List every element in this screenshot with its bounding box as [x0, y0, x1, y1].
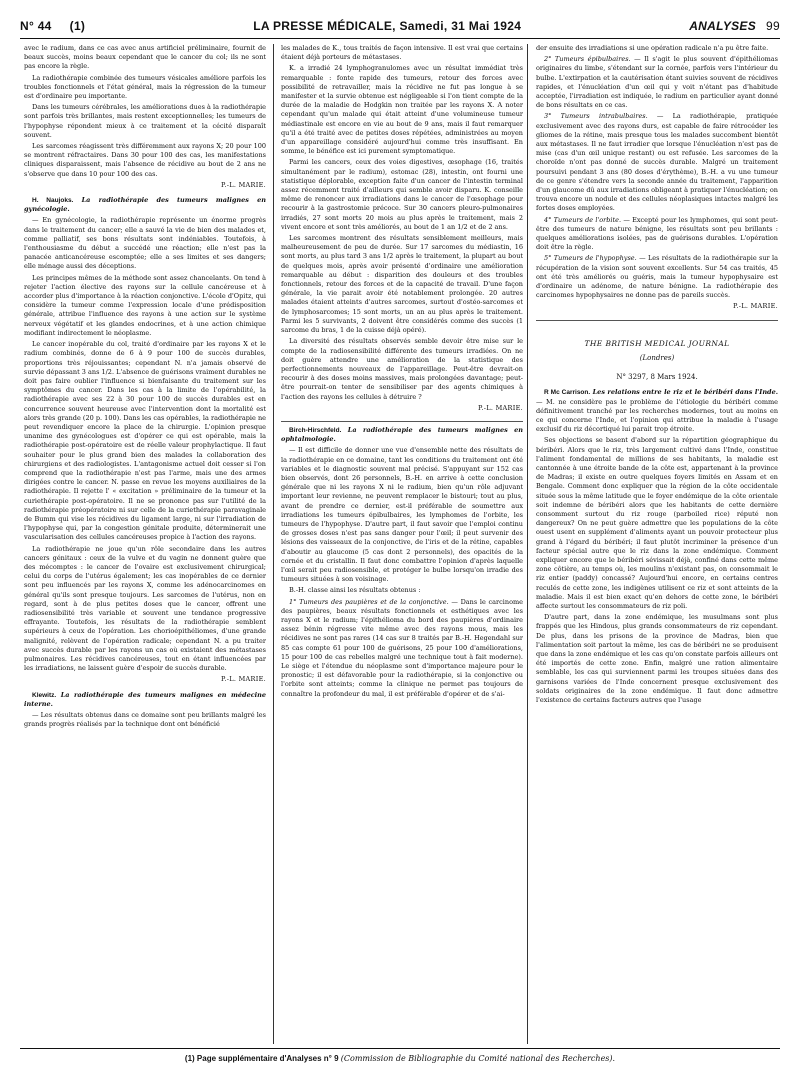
header-left — [20, 19, 85, 33]
page-header — [20, 14, 780, 38]
article-author: Klewitz. — [32, 691, 57, 699]
paragraph: der ensuite des irradiations si une opération radicale n'a pu être faite. — [536, 44, 769, 52]
journal-title: THE BRITISH MEDICAL JOURNAL — [584, 338, 730, 348]
page-number: 99 — [766, 19, 780, 33]
article-author: Birch-Hirschfeld. — [289, 426, 342, 434]
article-title: La radiothérapie des tumeurs malignes en ophtalmologie. — [281, 425, 523, 444]
article-title: Les relations entre le riz et le béribéri dans l'Inde. — [592, 388, 778, 397]
section-text: — Les résultats de la radiothérapie sur la récupération de la vision sont souvent excellents. Sur 54 cas traités, 45 ont été très améliorés ou guéris, mais la tumeur hypophysaire est d'ordinaire un adénome, de nature bénigne. La radiothérapie des carcinomes hypophysaires ne donne pas de pareils succès. — [536, 254, 778, 300]
journal-issue: N° 3297, 8 Mars 1924. — [616, 373, 698, 382]
paragraph — [536, 112, 778, 213]
journal-city: (Londres) — [639, 353, 675, 362]
article-title: La radiothérapie des tumeurs malignes en gynécologie. — [24, 196, 266, 214]
section-name: ANALYSES — [689, 19, 757, 33]
paragraph: Parmi les cancers, ceux des voies digestives, œsophage (16, traités simultanément par le radium), estomac (28), intestin, ont fourni une statistique déplorable, exception faite d'un cancer de l'intestin terminal assez récemment traité d'ailleurs qui semble avoir disparu. K. conseille même de renoncer aux irradiations dans le cancer de l'œsophage pour recourir à la gastrostomie précoce. Sur 30 cancers pleuro-pulmonaires irradiés, 27 sont morts 20 mois au plus après le traitement, mais 2 vivent encore et sont très améliorés, au bout de 1 an 1/2 et de 2 ans. — [281, 158, 523, 231]
article-heading — [281, 426, 523, 444]
paragraph: — Il est difficile de donner une vue d'ensemble nette des résultats de la radiothérapie en ce domaine, tant les conditions du traitement ont été variables et le diagnostic souvent mal précisé. S'appuyant sur 152 cas bien observés, dont 26 personnels, B.-H. en arrive à cette conclusion générale que ni les rayons X ni le radium, bien qu'un rôle adjuvant important leur revienne, ne peuvent remplacer le bistouri; tout au plus, avant de prendre ce dernier, est-il préférable de soumettre aux irradiations les tumeurs épibulbaires, les lymphomes de l'orbite, les tumeurs de l'hypophyse. D'autre part, il faut savoir que l'emploi continu de grosses doses n'est pas sans danger pour l'œil; il peut survenir des lésions des vaisseaux de la conjonctive, de l'iris et de la rétine, capables d'aboutir au glaucome (5 cas dont 2 personnels), des opacités de la cornée et du cristallin. Il faut donc combattre l'opinion d'après laquelle l'œil serait peu radiosensible, et protéger le bulbe lorsqu'on irradie des tumeurs situées à son voisinage. — [281, 446, 523, 584]
column-3 — [536, 44, 778, 1044]
header-rule — [20, 38, 780, 39]
paragraph — [536, 254, 778, 300]
section-text: — La radiothérapie, pratiquée exclusivement avec des rayons durs, est capable de faire rétrocéder les gliomes de la rétine, mais presque tous les malades succombent bientôt aux métastases. Il ne faut irradier que lorsque l'énucléation n'est pas de mise (cas d'un œil unique restant) ou est refusée. Les sarcomes de la choroïde n'ont pas donné de succès durable. Malgré un traitement poursuivi pendant 3 ans (80 doses d'érythème), B.-H. a vu une tumeur de ce genre s'étendre vers la seconde année du traitement, l'apparition d'un glaucome dû aux irradiations obligeant à pratiquer l'énucléation; on trouva encore un nodule et des cellules néoplasiques intactes malgré les fortes doses employées. — [536, 112, 778, 213]
section-text: — Dans le carcinome des paupières, beaux résultats fonctionnels et esthétiques avec les rayons X et le radium; l'épithélioma du bord des paupières d'ordinaire assez bénin régresse vite même avec des rayons mous, mais les récidives ne sont pas rares (14 cas sur 8 traités par B.-H. Hegendahl sur 85 cas compte 61 pour 100 de guérisons, 25 pour 100 d'améliorations, 15 pour 100 de cas rebelles malgré une technique tout à fait moderne). Le siège et l'étendue du néoplasme sont d'importance majeure pour le pronostic; il est défavorable pour la radiothérapie, si la conjonctive ou l'orbite sont atteints; comme la clinique ne permet pas toujours de connaître la profondeur du mal, il est préférable d'opérer et de s'ai- — [281, 597, 523, 698]
section-label: 2° Tumeurs épibulbaires. — [544, 55, 631, 64]
paragraph: La radiothérapie ne joue qu'un rôle secondaire dans les autres cancers génitaux : ceux de la vulve et du vagin ne donnent guère que des mécomptes : le cancer de l'ovaire est exclusivement chirurgical; celui du corps de l'utérus également; les cas inopérables de ce dernier sont peu influencés par les rayons X, comme les adénocarcinomes en général qu'ils sont presque toujours. Les sarcomes de l'utérus, non en regard, sont à de plus petites doses que le cancer, offrent une radiosensibilité très variable et souvent une tendance progressive effrayante. Toutefois, les résultats de la radiothérapie semblent supérieurs à ceux de l'opération. Les chorioépithéliomes, d'une grande malignité, relèvent de l'opération radicale; cependant N. a pu traiter avec succès durable par les rayons un cas où existaient des métastases pulmonaires. Les récidives cancéreuses, tout en étant influencées par les irradiations, ne laissent guère d'espoir de succès durable. — [24, 544, 266, 673]
paragraph: B.-H. classe ainsi les résultats obtenus : — [289, 586, 421, 595]
journal-line: LA PRESSE MÉDICALE, Samedi, 31 Mai 1924 — [253, 19, 522, 33]
article-separator — [536, 320, 778, 321]
article-title: La radiothérapie des tumeurs malignes en médecine interne. — [24, 690, 266, 708]
footer-commission: (Commission de Bibliographie du Comité national des Recherches). — [340, 1054, 616, 1063]
paragraph: Le cancer inopérable du col, traité d'ordinaire par les rayons X et le radium combinés, donne de 6 à 9 pour 100 de succès durables, proportions très réjouissantes; cependant N. n'a jamais observé de survie dépassant 3 ans 1/2. L'absence de guérisons vraiment durables ne doit pas faire oublier l'influence si bienfaisante du traitement sur les symptômes du cancer. Dans les cas à la limite de l'opérabilité, la radiothérapie avec ses 22 à 30 pour 100 de succès durables est en concurrence souvent heureuse avec l'intervention dont la mortalité est alors très grande (20 p. 100). Dans les cas opérables, la radiothérapie ne peut revendiquer encore la place de la chirurgie. L'opinion presque unanime des gynécologues est d'opérer ce qui est opérable, mais la radiothérapie post-opératoire est de réelle valeur prophylactique. Il faut souhaiter pour le plus grand bien des malades la collaboration des chirurgiens et des radiologistes. L'antagonisme actuel doit cesser si l'on comprend que la radiothérapie n'est pas l'arme, mais une des armes dirigées contre le cancer. N. passe en revue les moyens auxiliaires de la radiothérapie. Il rejette l' « excitation » préliminaire de la tumeur et la curiethérapie post-opératoire. Il ne se prononce pas sur l'utilité de la radiothérapie préopératoire ni sur celle de la curiethérapie paravaginale de Bumm qui vise les récidives du ligament large, ni sur l'irradiation de l'hypophyse qui, par la congestion génitale produite, déterminerait une vascularisation des cellules cancéreuses propice à l'action des rayons. — [24, 340, 266, 542]
article-heading — [24, 196, 266, 214]
page-footer — [0, 1054, 800, 1063]
section-label: 5° Tumeurs de l'hypophyse. — [544, 254, 637, 263]
paragraph: — Les résultats obtenus dans ce domaine sont peu brillants malgré les grands progrès réalisés par la technique dont ont bénéficié — [24, 711, 266, 729]
paragraph: Les sarcomes montrent des résultats sensiblement meilleurs, mais malheureusement de peu de durée. Sur 17 sarcomes du médiastin, 16 sont morts, au plus tard 3 ans 1/2 après le traitement, la plupart au bout de quelques mois, après avoir présenté d'ordinaire une amélioration remarquable au début : disparition des douleurs et des troubles fonctionnels, retour des forces et de la capacité de travail. D'une façon générale, la vie parait avoir été notablement prolongée. 20 autres malades étaient atteints d'autres sarcomes, surtout d'ostéo-sarcomes et de lymphosarcomes; 15 sont morts, un an au plus après le traitement. Parmi les 5 survivants, 2 doivent être considérés comme des succès (1 sarcome du bras, 1 de la cuisse déjà opéré). — [281, 234, 523, 335]
signature: P.-L. MARIE. — [221, 180, 266, 189]
footer-rule — [20, 1048, 780, 1049]
column-divider — [273, 44, 274, 1044]
issue-number: N° 44 — [20, 19, 52, 33]
paragraph: les malades de K., tous traités de façon intensive. Il est vrai que certains étaient déjà porteurs de métastases. — [281, 44, 523, 62]
paragraph: Les principes mêmes de la méthode sont assez chancelants. On tend à rejeter l'action élective des rayons sur la cellule cancéreuse et à accorder plus d'importance à la réaction conjonctive. L'école d'Opitz, qui considère la tumeur comme l'expression locale d'une prédisposition générale, attribue l'influence des rayons à une action sur le système nerveux végétatif et les glandes endocrines, et à une action chimique modifiant indirectement le néoplasme. — [24, 273, 266, 337]
signature: P.-L. MARIE. — [733, 302, 778, 311]
article-heading — [536, 388, 778, 434]
paragraph: Dans les tumeurs cérébrales, les améliorations dues à la radiothérapie sont parfois très brillantes, mais restent exceptionnelles; les tumeurs de l'hypophyse répondent mieux à ce traitement et la cécité disparaît souvent. — [24, 103, 266, 139]
article-heading — [24, 691, 266, 709]
signature: P.-L. MARIE. — [478, 403, 523, 412]
column-divider — [527, 44, 528, 1044]
section-label: 3° Tumeurs intrabulbaires. — [544, 112, 648, 121]
paragraph: avec le radium, dans ce cas avec anus artificiel préliminaire, fournit de beaux succès, moins beaux cependant que le cancer du col; ils ne sont pas encore la règle. — [24, 44, 266, 71]
section-label: 1° Tumeurs des paupières et de la conjonctive. — [289, 597, 449, 606]
paragraph: — M. ne considère pas le problème de l'étiologie du béribéri comme définitivement tranché par les recherches modernes, tout au moins en ce qui concerne l'Inde, et l'opinion qui attribue la maladie à l'usage exclusif du riz décortiqué lui parait trop étroite. — [536, 397, 778, 434]
paragraph — [536, 216, 778, 253]
paragraph — [536, 55, 778, 110]
section-text: — Excepté pour les lymphomes, qui sont peut-être des tumeurs de nature bénigne, les résultats sont peu brillants : quelques améliorations isolées, pas de guérisons durables. L'opération doit être la règle. — [536, 215, 778, 252]
article-author: H. Naujoks. — [32, 197, 74, 205]
footnote-ref: (1) — [69, 19, 86, 33]
footer-note: (1) Page supplémentaire d'Analyses n° 9 — [184, 1054, 339, 1063]
paragraph: D'autre part, dans la zone endémique, les musulmans sont plus frappés que les Hindous, plus grands consommateurs de riz cependant. De plus, dans les prisons de la province de Madras, bien que l'alimentation soit partout la même, les cas de béribéri ne se produisent que dans la zone endémique et les cas qu'on constate parfois ailleurs ont été importés de cette zone. Enfin, malgré une ration alimentaire semblable, les cas qui surviennent parmi les troupes situées dans des garnisons variées de l'Inde concernent presque exclusivement des soldats originaires de la zone endémique. Il faut donc admettre l'existence de certains facteurs autres que l'usage — [536, 613, 778, 704]
article-author: R Mc Carrison. — [544, 389, 591, 397]
signature: P.-L. MARIE. — [221, 675, 266, 684]
column-2 — [281, 44, 523, 1044]
paragraph — [281, 598, 523, 699]
paragraph: La diversité des résultats observés semble devoir être mise sur le compte de la radiosensibilité différente des tumeurs irradiées. On ne doit guère attendre une amélioration de la statistique des perfectionnements nouveaux de l'appareillage. Peut-être devrait-on recourir à des doses moins massives, mais prolongées davantage; peut-être pourrait-on tenter de sensibiliser par des agents chimiques à l'action des rayons les cellules à détruire ? — [281, 337, 523, 401]
paragraph: Ses objections se basent d'abord sur la répartition géographique du béribéri. Alors que le riz, très largement cultivé dans l'Inde, constitue l'aliment fondamental de millions de ses habitants, la maladie est cantonnée à une étroite bande de la côte est, appartenant à la province de Madras; il existe en outre quelques foyers limités en Assam et en Bengale. Comment donc expliquer que la région de la côte occidentale située sous la même latitude que le foyer endémique de la côte orientale soit indemne de béribéri alors que les habitants de cette dernière consomment surtout du riz rouge (parboiled rice) réputé non dangereux? On ne peut guère admettre que les populations de la côte ouest usent en supplément d'aliments ayant un pouvoir protecteur plus grand à l'égard du béribéri; il faut plutôt incriminer la présence d'un facteur spécial autre que le riz dans la zone endémique. Comment expliquer encore que le béribéri sévissait déjà, confiné dans cette même zone côtière, au temps où, les moulins n'existant pas, on consommait le riz entier (paddy) concassé? Aujourd'hui encore, en certains centres reculés de cette zone, les indigènes utilisent ce riz et sont atteints de la maladie. Mais il est bien exact qu'en dehors de cette zone, le béribéri affecte surtout les consommateurs de riz poli. — [536, 436, 778, 610]
section-label: 4° Tumeurs de l'orbite. — [544, 215, 622, 224]
column-1 — [24, 44, 266, 1044]
paragraph: — En gynécologie, la radiothérapie représente un énorme progrès dans le traitement du cancer; elle a sauvé la vie de bien des malades et, comme palliatif, ses bons résultats sont indéniables. Toutefois, à l'enthousiasme du début a succédé une réaction; elle n'est pas la panacée anticancéreuse escomptée; elle a ses limites et ses dangers; elle ménage aussi des déceptions. — [24, 216, 266, 271]
paragraph: K. a irradié 24 lymphogranulomes avec un résultat immédiat très remarquable : fonte rapide des tumeurs, retour des forces avec possibilité de retravailler, mais la récidive ne fut pas longue à se manifester et la survie obtenue est négligeable si l'on tient compte de la durée de la maladie de Hodgkin non traitée par les rayons X. A noter cependant qu'un malade qui était atteint d'une volumineuse tumeur médiastinale est encore en vie au bout de 9 ans, mais il faut remarquer qu'il a été traité avec de petites doses répétées, administrées au moyen d'un appareillage considéré aujourd'hui comme très insuffisant. En somme, le bénéfice est ici purement symptomatique. — [281, 64, 523, 156]
header-right — [689, 19, 780, 33]
paragraph: La radiothérapie combinée des tumeurs vésicales améliore parfois les troubles fonctionnels et l'état général, mais la régression de la tumeur est d'ordinaire peu importante. — [24, 73, 266, 101]
article-separator — [281, 421, 523, 422]
paragraph: Les sarcomes réagissent très différemment aux rayons X; 20 pour 100 se montrent réfractaires. Dans 30 pour 100 des cas, les manifestations cliniques disparaissent, mais l'absence de récidive au bout de 2 ans ne s'observe que dans 10 pour 100 des cas. — [24, 142, 266, 178]
section-text: — Il s'agit le plus souvent d'épithéliomas originaires du limbe, s'étendant sur la cornée, parfois vers l'intérieur du bulbe. L'extirpation et la cautérisation étant suivies souvent de récidives rapides, et l'énucléation d'un œil qui y voit n'étant pas d'habitude acceptée, l'irradiation est indiquée, le radium en particulier ayant donné de bons résultats en ce cas. — [536, 55, 778, 110]
